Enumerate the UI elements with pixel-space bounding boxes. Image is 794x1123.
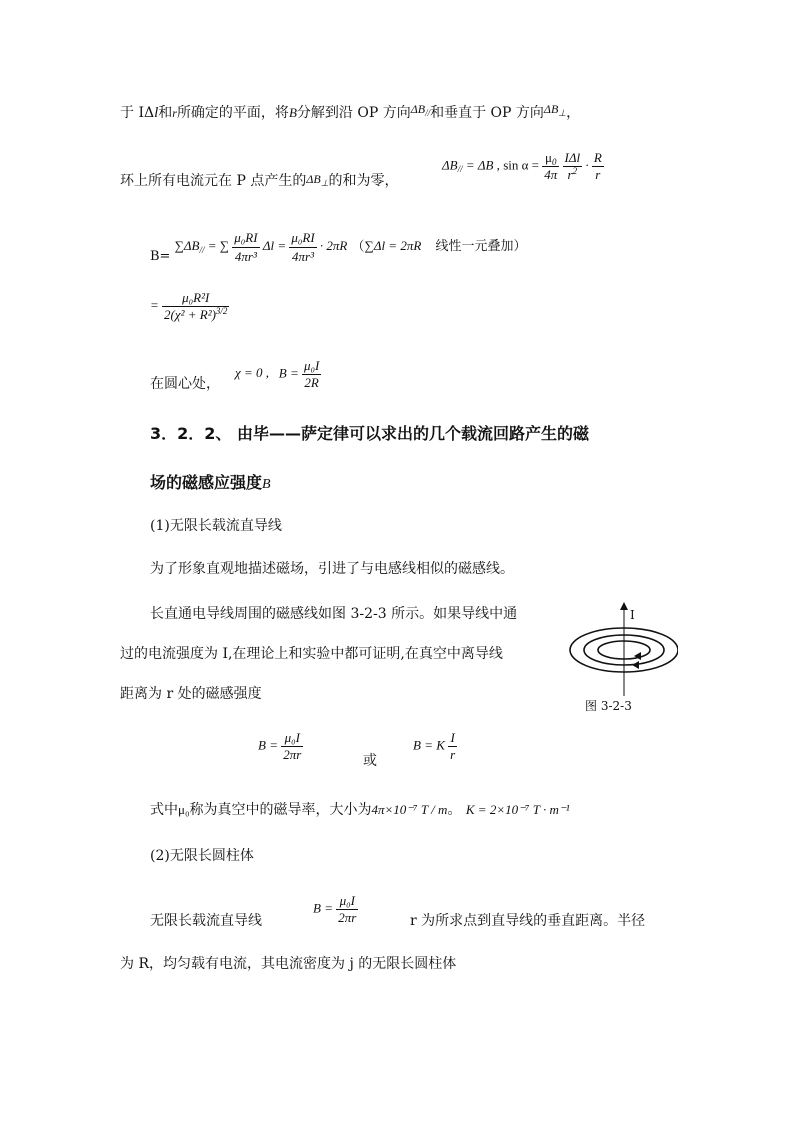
equation-straight-wire [258, 730, 303, 763]
symbol: ΔB [543, 102, 559, 116]
symbol: · [585, 157, 589, 173]
math-fragment: ∑Δl = 2πR [364, 238, 422, 254]
equation-center [235, 358, 321, 391]
symbol: 2(χ² + R²) [164, 307, 216, 322]
fraction [302, 358, 321, 391]
symbol: μ₀ [178, 802, 190, 817]
cylinder-line-1 [150, 912, 262, 930]
text-line-2 [120, 172, 399, 191]
fraction [542, 150, 559, 183]
subsection-title-2: (2)无限长圆柱体 [150, 848, 254, 864]
math-fragment: 4π×10⁻⁷ T / m [371, 802, 448, 817]
fraction [336, 893, 358, 926]
symbol: = ΔB , [465, 157, 500, 173]
text-fragment: 称为真空中的磁导率，大小为 [189, 802, 372, 818]
numerator: μ₀I [281, 730, 303, 747]
fraction [289, 229, 316, 266]
numerator: μ₀RI [289, 229, 316, 248]
paragraph-1: 为了形象直观地描述磁场，引进了与电感线相似的磁感线。 [150, 561, 514, 577]
equation-cylinder-wire [313, 893, 358, 926]
text-fragment: 。 [447, 802, 462, 818]
subscript: ⊥ [558, 108, 567, 118]
symbol: ∑ΔB [174, 238, 200, 254]
numerator: I [448, 730, 457, 747]
subscript: // [457, 164, 463, 175]
subsection-title-1: (1)无限长载流直导线 [150, 518, 282, 534]
fraction [162, 290, 229, 323]
denominator: r [595, 167, 601, 182]
numerator: IΔl [564, 150, 581, 165]
math-fragment: K = 2×10⁻⁷ T · m⁻¹ [465, 802, 570, 817]
denominator [563, 167, 583, 183]
vector-dl: l [154, 105, 159, 121]
text-line-1 [120, 104, 580, 123]
symbol: B = K [413, 737, 445, 753]
symbol: sin α = [503, 157, 540, 173]
paragraph-2-line-1: 长直通电导线周围的磁感线如图 3-2-3 所示。如果导线中通 [150, 606, 518, 622]
text-fragment: 于 IΔ [120, 105, 155, 121]
symbol: = ∑ [207, 238, 229, 254]
text-fragment: 的和为零， [328, 173, 399, 189]
current-arrow-icon [620, 602, 628, 610]
fraction [563, 150, 583, 183]
paragraph-2-line-2: 过的电流强度为 I,在理论上和实验中都可证明,在真空中离导线 [120, 646, 503, 662]
text-fragment: 线性一元叠加） [435, 239, 527, 255]
symbol: Δl = [262, 238, 287, 254]
symbol: ΔB [410, 102, 426, 116]
subscript: // [425, 108, 431, 118]
permeability-line [150, 801, 570, 819]
text-fragment: 所确定的平面，将 [176, 105, 289, 121]
superscript: 2 [572, 166, 578, 176]
symbol: · 2πR [319, 238, 348, 254]
equation-k-form [413, 730, 457, 763]
section-heading-line-2 [150, 470, 271, 493]
subscript: // [199, 245, 205, 256]
text-fragment: （ [351, 239, 365, 255]
denominator: 2πr [283, 747, 302, 762]
denominator [162, 307, 229, 323]
superscript: 3/2 [215, 306, 228, 316]
equation-B-sum [150, 229, 526, 266]
fraction [232, 229, 259, 266]
text-fragment: 分解到沿 OP 方向 [296, 105, 411, 121]
symbol: ΔB [306, 172, 321, 186]
numerator: R [593, 150, 602, 165]
text-fragment: 场的磁感应强度 [150, 473, 263, 492]
symbol: χ = 0 , [235, 365, 269, 381]
denominator: 4π [544, 167, 558, 182]
vector-r: r [172, 106, 177, 120]
delta-b-perp [306, 172, 328, 186]
subscript: 0 [552, 157, 557, 167]
text-fragment: 和垂直于 OP 方向 [430, 105, 544, 121]
text-fragment: 环上所有电流元在 P 点产生的 [120, 173, 307, 189]
numerator: μ₀R²I [162, 290, 229, 307]
fraction [592, 150, 604, 183]
numerator: μ₀RI [232, 229, 259, 248]
symbol: r [567, 167, 573, 182]
cylinder-line-1-tail: r 为所求点到直导线的垂直距离。半径 [410, 913, 646, 929]
symbol: B = [258, 737, 278, 753]
denominator: 2R [304, 375, 319, 390]
symbol: B = [278, 365, 299, 381]
figure-caption: 图 3-2-3 [585, 699, 632, 713]
denominator: 4πr³ [234, 249, 257, 264]
section-heading-line-1: 3．2．2、 由毕——萨定律可以求出的几个载流回路产生的磁 [150, 424, 589, 443]
text-fragment: B= [150, 249, 171, 265]
text-fragment: 式中 [150, 802, 178, 818]
symbol: = [150, 297, 159, 313]
subscript: ⊥ [320, 178, 329, 188]
equation-result [150, 290, 229, 323]
math-fragment [174, 230, 348, 264]
delta-b-perp [544, 102, 566, 116]
numerator: μ₀I [303, 358, 320, 373]
vector-B: B [288, 105, 297, 120]
fraction [448, 730, 457, 763]
fraction [281, 730, 303, 763]
figure-current-label: I [630, 608, 635, 622]
symbol: B = [313, 900, 333, 916]
paragraph-2-line-3: 距离为 r 处的磁感强度 [120, 686, 262, 702]
cylinder-line-2: 为 R，均匀载有电流，其电流密度为 j 的无限长圆柱体 [120, 956, 457, 972]
text-fragment: 和 [158, 105, 173, 121]
symbol: ΔB [442, 157, 458, 173]
magnetic-field-lines-figure [568, 600, 678, 696]
field-arrow-icon [632, 661, 639, 669]
denominator: r [450, 747, 456, 762]
numerator [542, 150, 559, 167]
text-fragment: 无限长载流直导线 [150, 913, 262, 929]
text-fragment: ， [566, 105, 581, 121]
numerator: μ₀I [336, 893, 358, 910]
vector-B: B [262, 477, 271, 492]
text-fragment: 在圆心处， [150, 376, 220, 392]
denominator: 2πr [338, 910, 357, 925]
denominator: 4πr³ [292, 249, 314, 264]
equation-sin-alpha [442, 150, 604, 183]
symbol: μ [545, 150, 553, 165]
or-text: 或 [363, 753, 377, 769]
delta-b-parallel [411, 102, 430, 116]
center-line [150, 375, 220, 393]
